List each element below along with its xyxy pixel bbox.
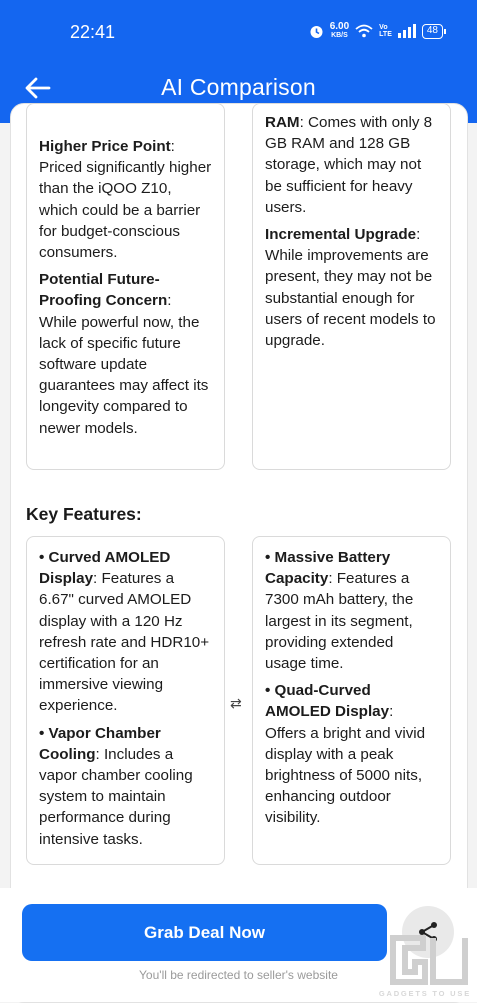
volte-indicator <box>379 24 392 38</box>
page-title: AI Comparison <box>161 74 316 100</box>
network-speed-unit: KB/S <box>331 32 348 39</box>
feature-item-title: Massive Battery Capacity <box>265 549 391 588</box>
cons-card-right <box>252 103 451 470</box>
swap-arrows-icon: ⇄ <box>230 695 242 711</box>
volte-bottom: LTE <box>379 31 392 38</box>
feature-item-title: Vapor Chamber Cooling <box>39 724 161 763</box>
cons-item-title: Higher Price Point <box>39 138 171 155</box>
feature-item-text: : Features a 7300 mAh battery, the largest in its segment, providing extended usage time. <box>265 570 414 673</box>
network-speed <box>330 22 349 40</box>
redirect-note: You'll be redirected to seller's website <box>139 968 338 982</box>
cons-item <box>265 112 438 218</box>
feature-bullet: • <box>39 724 49 742</box>
grab-deal-button[interactable]: Grab Deal Now <box>22 904 387 961</box>
cons-item-text: : Comes with only 8 GB RAM and 128 GB storage, which may not be sufficient for heavy users. <box>265 114 433 216</box>
feature-bullet: • <box>265 549 275 566</box>
cons-item-text: : While powerful now, the lack of specific future software update guarantees may affect its longevity compared to newer models. <box>39 292 209 437</box>
cons-item-text: : While improvements are present, they may not be substantial enough for users of recent models to upgrade. <box>265 226 436 350</box>
battery-icon: 48 <box>422 24 443 39</box>
feature-item-title: Quad-Curved AMOLED Display <box>265 682 390 721</box>
cons-item <box>39 136 212 263</box>
volte-top: Vo <box>379 24 388 31</box>
feature-item <box>39 547 212 717</box>
status-icons <box>309 22 443 40</box>
alarm-icon <box>309 24 324 39</box>
network-speed-value: 6.00 <box>329 21 350 32</box>
feature-item-title: Curved AMOLED Display <box>39 549 171 588</box>
wifi-icon <box>355 24 373 38</box>
feature-bullet: • <box>39 549 49 566</box>
feature-item <box>39 723 212 850</box>
feature-item <box>265 547 438 674</box>
comparison-content[interactable] <box>0 114 477 888</box>
features-card-right <box>252 536 451 865</box>
cons-card-left <box>26 103 225 470</box>
cons-item-title: RAM <box>265 114 300 131</box>
status-bar <box>0 0 477 62</box>
signal-icon <box>398 24 416 38</box>
key-features-heading: Key Features: <box>26 504 142 524</box>
cons-item-title: Incremental Upgrade <box>265 226 417 244</box>
feature-item-text: : Includes a vapor chamber cooling system to maintain performance during intensive tasks. <box>39 745 193 848</box>
feature-item <box>265 680 438 828</box>
features-card-left <box>26 536 225 865</box>
watermark-text: GADGETS TO USE <box>378 989 471 998</box>
bottom-action-bar <box>0 888 477 1002</box>
cons-item-title: Potential Future-Proofing Concern <box>39 271 168 310</box>
cons-item <box>39 269 212 439</box>
cons-item-text: : Priced significantly higher than the iQOO Z10, which could be a barrier for budget-conscious consumers. <box>39 138 212 262</box>
cons-item <box>265 224 438 351</box>
feature-item-text: : Features a 6.67" curved AMOLED display with a 120 Hz refresh rate and HDR10+ certification for an immersive viewing experience. <box>39 570 210 715</box>
feature-bullet: • <box>265 682 275 700</box>
status-time: 22:41 <box>70 22 116 42</box>
feature-item-text: : Offers a bright and vivid display with a peak brightness of 5000 nits, enhancing outdoor visibility. <box>265 703 426 827</box>
